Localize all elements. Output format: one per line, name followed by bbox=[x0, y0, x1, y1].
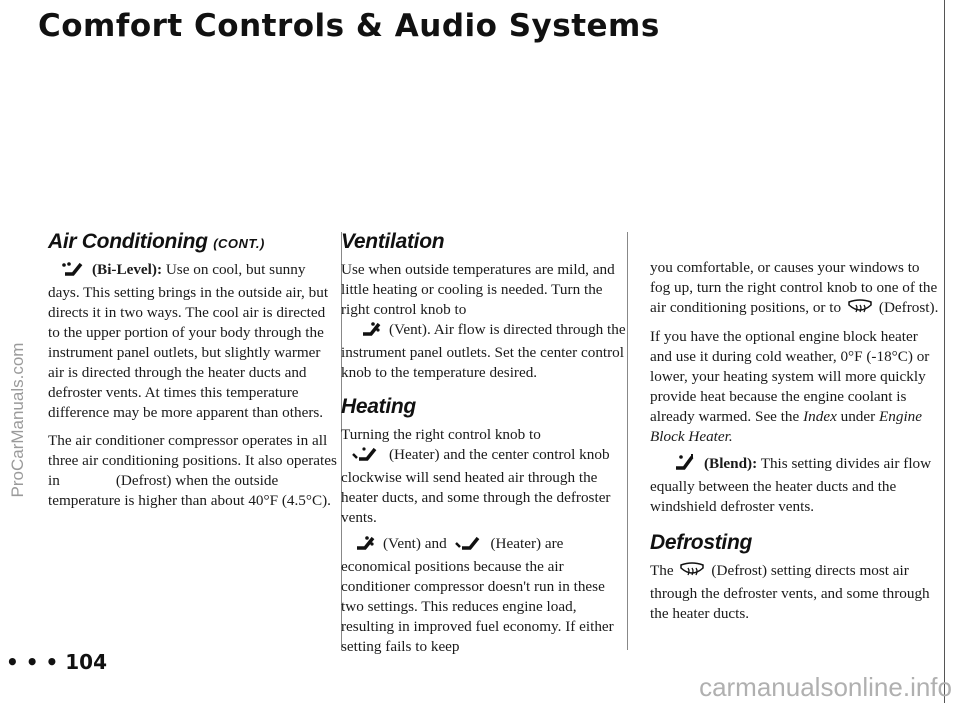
defrosting-paragraph: The (Defrost) setting directs most air through the defroster vents, and some through the heater ducts. bbox=[650, 562, 930, 622]
side-watermark: ProCarManuals.com bbox=[8, 342, 27, 498]
heater-icon bbox=[351, 446, 383, 468]
section-heading-heating: Heating bbox=[341, 395, 416, 418]
bilevel-paragraph: (Bi-Level): Use on cool, but sunny days. This setting brings in the outside air, but directs it in two ways. The cool air is directed to the upper portion of your body through the instrument panel outlets, but slightly warmer air is directed through the heater ducts and defroster vents. At times this temperature difference may be more apparent than others. bbox=[48, 261, 329, 421]
column-ventilation-heating bbox=[341, 230, 626, 661]
defrost-icon bbox=[847, 299, 873, 321]
column-divider bbox=[627, 232, 628, 650]
vent-icon bbox=[359, 321, 383, 343]
ventilation-paragraph: Use when outside temperatures are mild, and little heating or cooling is needed. Turn the right control knob to (Vent). Air flow is directed through the instrument panel outlets. Set the center control knob to the temperature desired. bbox=[341, 261, 626, 381]
heating-paragraph: Turning the right control knob to (Heater) and the center control knob clockwise will send heated air through the heater ducts, and some through the defroster vents. bbox=[341, 426, 611, 526]
blend-icon bbox=[672, 453, 698, 477]
compressor-paragraph: The air conditioner compressor operates in all three air conditioning positions. It also operates in (Defrost) when the outside temperature is higher than about 40°F (4.5°C). bbox=[48, 432, 337, 509]
section-heading-air-conditioning: Air Conditioning (CONT.) bbox=[48, 230, 265, 253]
blend-paragraph: (Blend): This setting divides air flow equally between the heater ducts and the windshield defroster vents. bbox=[650, 455, 932, 515]
heater-icon bbox=[454, 535, 484, 557]
page-number: • • • 104 bbox=[6, 650, 107, 674]
section-heading-defrosting: Defrosting bbox=[650, 531, 753, 554]
page-title: Comfort Controls & Audio Systems bbox=[38, 8, 660, 44]
economy-paragraph: (Vent) and (Heater) are economical positions because the air conditioner compressor doesn't run in these two settings. This reduces engine load, resulting in improved fuel economy. If either setting fails to keep bbox=[341, 535, 614, 655]
bottom-watermark: carmanualsonline.info bbox=[699, 672, 952, 702]
continued-paragraph: you comfortable, or causes your windows to fog up, turn the right control knob to one of the air conditioning positions, or to (Defrost). bbox=[650, 258, 940, 321]
section-heading-ventilation: Ventilation bbox=[341, 230, 445, 253]
block-heater-paragraph: If you have the optional engine block heater and use it during cold weather, 0°F (-18°C) or lower, your heating system will more quickly provide heat because the engine coolant is already warmed. See the Index under Engine Block Heater. bbox=[650, 328, 930, 445]
vent-icon bbox=[353, 535, 377, 557]
defrost-icon bbox=[679, 562, 705, 584]
column-air-conditioning bbox=[48, 230, 338, 515]
page-edge-line bbox=[944, 0, 945, 703]
column-heating-defrosting bbox=[650, 258, 940, 628]
bilevel-icon bbox=[60, 261, 86, 283]
